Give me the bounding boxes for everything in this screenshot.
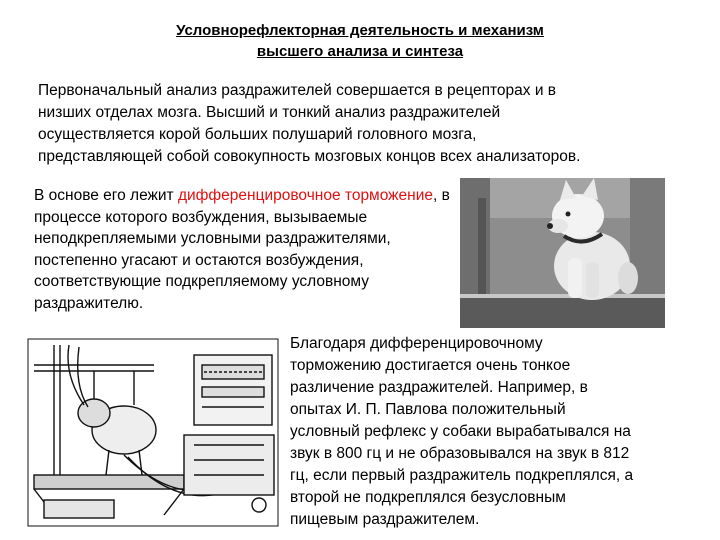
intro-line: Первоначальный анализ раздражителей совершается в рецепторах и в — [38, 82, 557, 99]
slide-title — [60, 20, 660, 62]
title-line-2: высшего анализа и синтеза — [256, 43, 464, 60]
pavlov-line: торможению достигается очень тонкое — [290, 357, 571, 374]
inhibition-paragraph — [34, 185, 454, 314]
intro-line: представляющей собой совокупность мозговых концов всех анализаторов. — [38, 148, 581, 165]
pavlov-line: пищевым раздражителем. — [290, 511, 480, 528]
highlighted-term: дифференцировочное торможение — [177, 187, 433, 204]
inhibition-intro: В основе его лежит — [34, 187, 178, 204]
pavlov-setup-illustration — [24, 335, 282, 530]
intro-line: низших отделах мозга. Высший и тонкий анализ раздражителей — [38, 104, 501, 121]
pavlov-line: гц, если первый раздражитель подкреплялся, а — [290, 467, 634, 484]
pavlov-line: различение раздражителей. Например, в — [290, 379, 588, 396]
pavlov-line: звук в 800 гц и не образовывался на звук в 812 — [290, 445, 630, 462]
intro-paragraph — [38, 80, 688, 168]
pavlov-line: Благодаря дифференцировочному — [290, 335, 543, 352]
inhibition-rest: , в процессе которого возбуждения, вызываемые неподкрепляемыми условными раздражителями, постепенно угасают и остаются возбуждения, соответствующие подкрепляемому условному раздражителю. — [34, 187, 450, 312]
dog-photo-illustration — [460, 178, 665, 328]
title-line-1: Условнорефлекторная деятельность и механизм — [176, 22, 544, 39]
pavlov-setup-drawing — [24, 335, 282, 530]
pavlov-line: условный рефлекс у собаки вырабатывался на — [290, 423, 631, 440]
dog-photo — [460, 178, 665, 328]
pavlov-line: опытах И. П. Павлова положительный — [290, 401, 566, 418]
pavlov-paragraph — [290, 333, 700, 531]
intro-line: осуществляется корой больших полушарий головного мозга, — [38, 126, 477, 143]
pavlov-line: второй не подкреплялся безусловным — [290, 489, 566, 506]
